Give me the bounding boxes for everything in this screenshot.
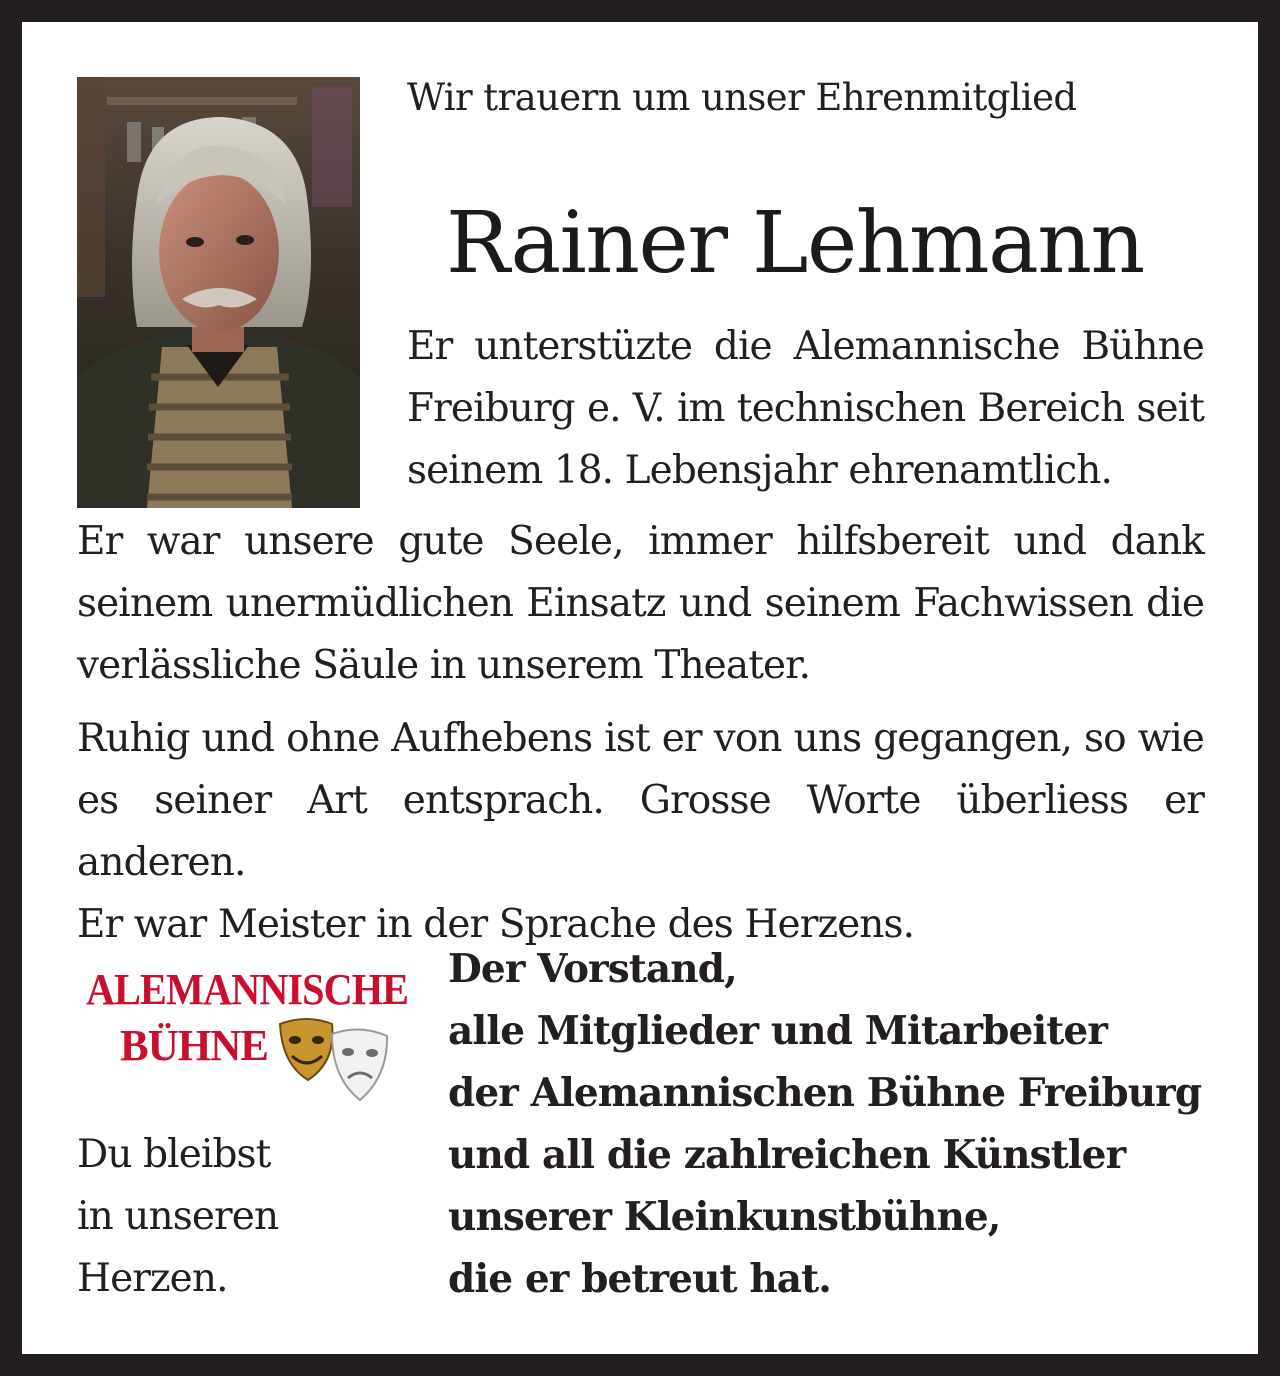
tragedy-mask-icon	[332, 1029, 387, 1100]
intro-line: Wir trauern um unser Ehrenmitglied	[407, 76, 1077, 119]
signature-line: alle Mitglieder und Mitarbeiter	[448, 1008, 1107, 1054]
paragraph-passing	[77, 708, 1204, 956]
paragraph-line: Er unterstüzte die Alemannische Bühne	[407, 324, 1204, 369]
paragraph-line: es seiner Art entsprach. Grosse Worte überliess er anderen.	[77, 778, 1204, 885]
logo-text-line1: Alemannische	[86, 965, 408, 1014]
comedy-mask-icon	[280, 1019, 333, 1080]
paragraph-support	[407, 316, 1204, 502]
paragraph-soul	[77, 511, 1204, 697]
obituary-notice	[22, 22, 1258, 1354]
signature-line: Der Vorstand,	[448, 946, 737, 992]
paragraph-line: seinem unermüdlichen Einsatz und seinem Fachwissen die	[77, 581, 1204, 626]
signature-line: unserer Kleinkunstbühne,	[448, 1194, 1001, 1240]
farewell-line: in unseren	[77, 1194, 279, 1239]
paragraph-line: Er war unsere gute Seele, immer hilfsbereit und dank	[77, 519, 1204, 564]
paragraph-line: verlässliche Säule in unserem Theater.	[77, 643, 811, 688]
signature-line: und all die zahlreichen Künstler	[448, 1132, 1126, 1178]
farewell-line: Du bleibst	[77, 1132, 271, 1177]
portrait-photo	[77, 77, 360, 508]
farewell-line: Herzen.	[77, 1256, 228, 1301]
deceased-name: Rainer Lehmann	[446, 194, 1144, 293]
paragraph-line: Ruhig und ohne Aufhebens ist er von uns gegangen, so wie	[77, 716, 1204, 761]
portrait-illustration	[77, 77, 360, 508]
signature-line: die er betreut hat.	[448, 1256, 831, 1302]
paragraph-line: Er war Meister in der Sprache des Herzens.	[77, 902, 915, 947]
paragraph-line: Freiburg e. V. im technischen Bereich seit	[407, 386, 1204, 431]
paragraph-line: seinem 18. Lebensjahr ehrenamtlich.	[407, 448, 1112, 493]
signature-line: der Alemannischen Bühne Freiburg	[448, 1070, 1202, 1116]
theater-logo	[82, 952, 422, 1112]
theater-logo-graphic	[82, 952, 422, 1112]
logo-text-line2: Bühne	[120, 1021, 268, 1070]
